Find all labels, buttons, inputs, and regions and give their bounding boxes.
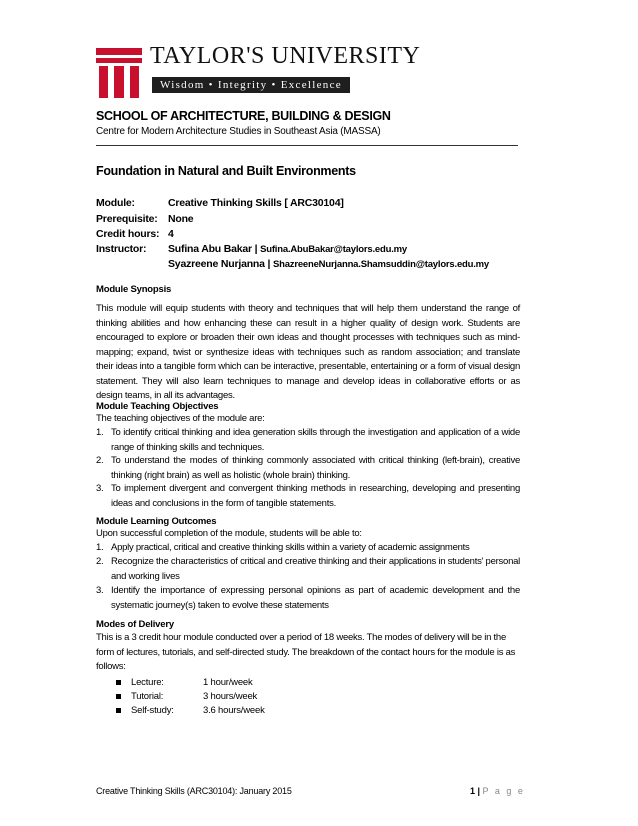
outcome-item bbox=[96, 555, 520, 584]
outcome-number: 1. bbox=[96, 542, 104, 553]
outcomes-intro: Upon successful completion of the module, students will be able to: bbox=[96, 528, 362, 539]
outcome-text: Recognize the characteristics of critical and creative thinking and their applications in students' personal and working lives bbox=[111, 556, 520, 582]
objective-item bbox=[96, 426, 520, 455]
outcome-number: 3. bbox=[96, 585, 104, 596]
prerequisite-label: Prerequisite: bbox=[96, 213, 158, 225]
school-name: SCHOOL OF ARCHITECTURE, BUILDING & DESIGN bbox=[96, 109, 391, 123]
bullet-icon bbox=[116, 680, 121, 685]
instructor-label: Instructor: bbox=[96, 243, 147, 255]
delivery-label: Lecture: bbox=[131, 677, 164, 688]
objective-item bbox=[96, 482, 520, 511]
instructor-2-email[interactable]: ShazreeneNurjanna.Shamsuddin@taylors.edu.my bbox=[272, 259, 490, 270]
outcome-item bbox=[96, 541, 520, 556]
delivery-text: This is a 3 credit hour module conducted over a period of 18 weeks. The modes of delivery will be in the form of lectures, tutorials, and self-directed study. The breakdown of the contact hours for the module is as follows: bbox=[96, 632, 516, 672]
objectives-heading: Module Teaching Objectives bbox=[96, 401, 219, 412]
credit-hours-value: 4 bbox=[168, 228, 174, 240]
delivery-value: 3.6 hours/week bbox=[203, 705, 265, 716]
objective-number: 3. bbox=[96, 483, 104, 494]
logo-tagline: Wisdom • Integrity • Excellence bbox=[152, 77, 350, 93]
objective-text: To understand the modes of thinking commonly associated with critical thinking (left-brain), creative thinking (right brain) as well as holistic (whole brain) thinking. bbox=[111, 455, 520, 481]
instructor-2 bbox=[168, 258, 489, 270]
outcome-text: Apply practical, critical and creative thinking skills within a variety of academic assignments bbox=[111, 542, 470, 553]
footer-page-number bbox=[470, 786, 525, 796]
synopsis-heading: Module Synopsis bbox=[96, 284, 172, 295]
outcome-number: 2. bbox=[96, 556, 104, 567]
instructor-1-email[interactable]: Sufina.AbuBakar@taylors.edu.my bbox=[260, 244, 407, 255]
instructor-1 bbox=[168, 243, 407, 255]
delivery-bullet-item bbox=[131, 691, 163, 702]
delivery-value: 1 hour/week bbox=[203, 677, 253, 688]
prerequisite-value: None bbox=[168, 213, 194, 225]
outcome-item bbox=[96, 584, 520, 613]
delivery-value: 3 hours/week bbox=[203, 691, 258, 702]
bullet-icon bbox=[116, 694, 121, 699]
instructor-2-name: Syazreene Nurjanna | bbox=[168, 258, 271, 270]
footer-module-info: Creative Thinking Skills (ARC30104): January 2015 bbox=[96, 786, 292, 796]
program-title: Foundation in Natural and Built Environments bbox=[96, 164, 356, 178]
objective-text: To identify critical thinking and idea generation skills through the investigation and application of a wide range of thinking skills and techniques. bbox=[111, 427, 520, 453]
instructor-1-name: Sufina Abu Bakar | bbox=[168, 243, 258, 255]
page-word: P a g e bbox=[482, 786, 525, 796]
delivery-label: Self-study: bbox=[131, 705, 174, 716]
delivery-bullet-item bbox=[131, 677, 164, 688]
page-separator: | bbox=[475, 786, 483, 796]
module-value: Creative Thinking Skills [ ARC30104] bbox=[168, 197, 344, 209]
logo-title: TAYLOR'S UNIVERSITY bbox=[150, 43, 421, 69]
centre-name: Centre for Modern Architecture Studies in Southeast Asia (MASSA) bbox=[96, 126, 381, 137]
objective-item bbox=[96, 454, 520, 483]
objectives-intro: The teaching objectives of the module are: bbox=[96, 413, 265, 424]
objective-number: 1. bbox=[96, 427, 104, 438]
outcome-text: Identify the importance of expressing personal opinions as part of academic development and the systematic journey(s) taken to evolve these statements bbox=[111, 585, 520, 611]
objective-number: 2. bbox=[96, 455, 104, 466]
university-logo bbox=[96, 40, 421, 100]
header-divider bbox=[96, 145, 518, 146]
page-number: 1 bbox=[470, 786, 476, 796]
delivery-label: Tutorial: bbox=[131, 691, 164, 702]
module-label: Module: bbox=[96, 197, 135, 209]
outcomes-heading: Module Learning Outcomes bbox=[96, 516, 217, 527]
bullet-icon bbox=[116, 708, 121, 713]
objective-text: To implement divergent and convergent thinking methods in researching, developing and presenting ideas and conclusions in the form of tangible statements. bbox=[111, 483, 520, 509]
university-crest-icon bbox=[96, 48, 142, 98]
synopsis-text: This module will equip students with theory and techniques that will help them understand the range of thinking abilities and how enhancing these can result in a higher quality of design work. Students are encouraged to explore or broaden their own ideas and thought processes with techniques such as mind-mapping; expand, twist or synthesize ideas with techniques such as random association; and translate their ideas into a tangible form which can be interactive, presentable, entertaining or a form of visual design statement. They will also learn techniques to manage and develop ideas in collaborative efforts or as design teams, in all its advantages. bbox=[96, 303, 520, 401]
delivery-bullet-item bbox=[131, 705, 174, 716]
delivery-heading: Modes of Delivery bbox=[96, 619, 174, 630]
credit-hours-label: Credit hours: bbox=[96, 228, 160, 240]
